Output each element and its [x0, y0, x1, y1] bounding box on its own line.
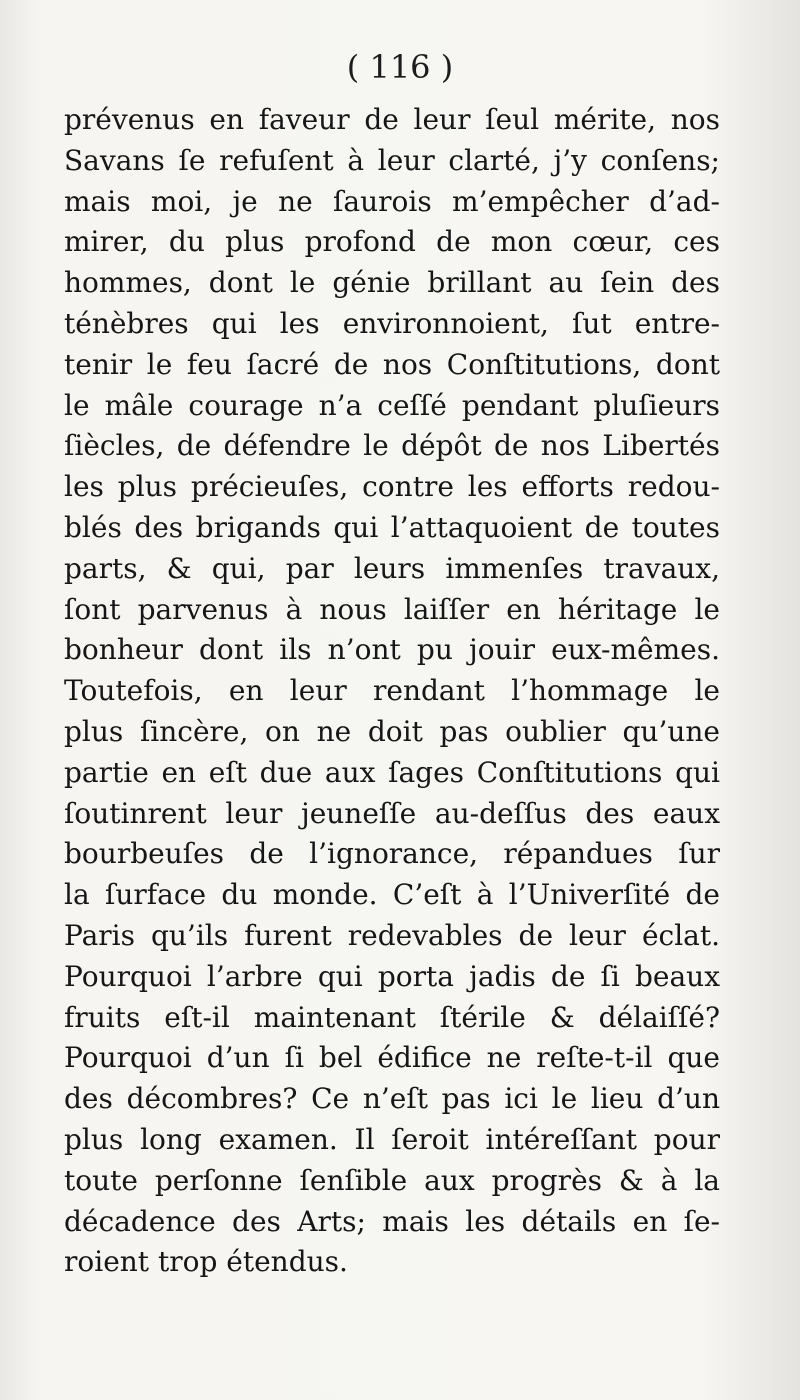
text-line: ténèbres qui les environnoient, ſut entre- — [64, 306, 720, 340]
text-line: la ſurface du monde. C’eſt à l’Univerſité de — [64, 878, 720, 912]
text-line-last: roient trop étendus. — [64, 1245, 348, 1279]
text-line: ſont parvenus à nous laiſſer en héritage le — [64, 592, 720, 626]
body-text — [64, 100, 720, 1283]
text-line: prévenus en faveur de leur ſeul mérite, nos — [64, 103, 720, 136]
text-line: tenir le feu ſacré de nos Conſtitutions, dont — [64, 347, 720, 381]
text-line: les plus précieuſes, contre les efforts redou- — [64, 470, 720, 504]
text-line: ſoutinrent leur jeuneſſe au-deſſus des eaux — [64, 796, 720, 830]
text-line: décadence des Arts; mais les détails en ſe- — [64, 1204, 720, 1238]
text-line: Paris qu’ils furent redevables de leur éclat. — [64, 918, 720, 952]
page-number: ( 116 ) — [346, 48, 454, 86]
text-line: parts, & qui, par leurs immenſes travaux, — [64, 551, 720, 585]
text-line: toute perſonne ſenſible aux progrès & à la — [64, 1163, 720, 1197]
text-line: bourbeuſes de l’ignorance, répandues ſur — [64, 837, 720, 871]
text-line: hommes, dont le génie brillant au ſein des — [64, 266, 720, 300]
text-line: mais moi, je ne ſaurois m’empêcher d’ad- — [64, 184, 720, 218]
text-line: fruits eſt-il maintenant ſtérile & délaiſſé? — [64, 1000, 720, 1034]
text-line: Pourquoi d’un ſi bel édifice ne reſte-t-il que — [64, 1041, 720, 1075]
text-line: plus long examen. Il ſeroit intéreſſant pour — [64, 1122, 720, 1156]
text-line: plus ſincère, on ne doit pas oublier qu’une — [64, 714, 720, 748]
text-line: Savans ſe refuſent à leur clarté, j’y conſens; — [64, 143, 720, 177]
text-line: Pourquoi l’arbre qui porta jadis de ſi beaux — [64, 959, 720, 993]
text-line: ſiècles, de défendre le dépôt de nos Libertés — [64, 429, 720, 463]
text-line: mirer, du plus profond de mon cœur, ces — [64, 225, 720, 259]
text-line: des décombres? Ce n’eſt pas ici le lieu d’un — [64, 1082, 720, 1116]
text-line: blés des brigands qui l’attaquoient de toutes — [64, 510, 720, 544]
text-line: Toutefois, en leur rendant l’hommage le — [64, 674, 720, 708]
text-line: le mâle courage n’a ceſſé pendant pluſieurs — [64, 388, 720, 422]
text-line: partie en eſt due aux ſages Conſtitutions qui — [64, 755, 720, 789]
text-line: bonheur dont ils n’ont pu jouir eux-mêmes. — [64, 633, 720, 667]
